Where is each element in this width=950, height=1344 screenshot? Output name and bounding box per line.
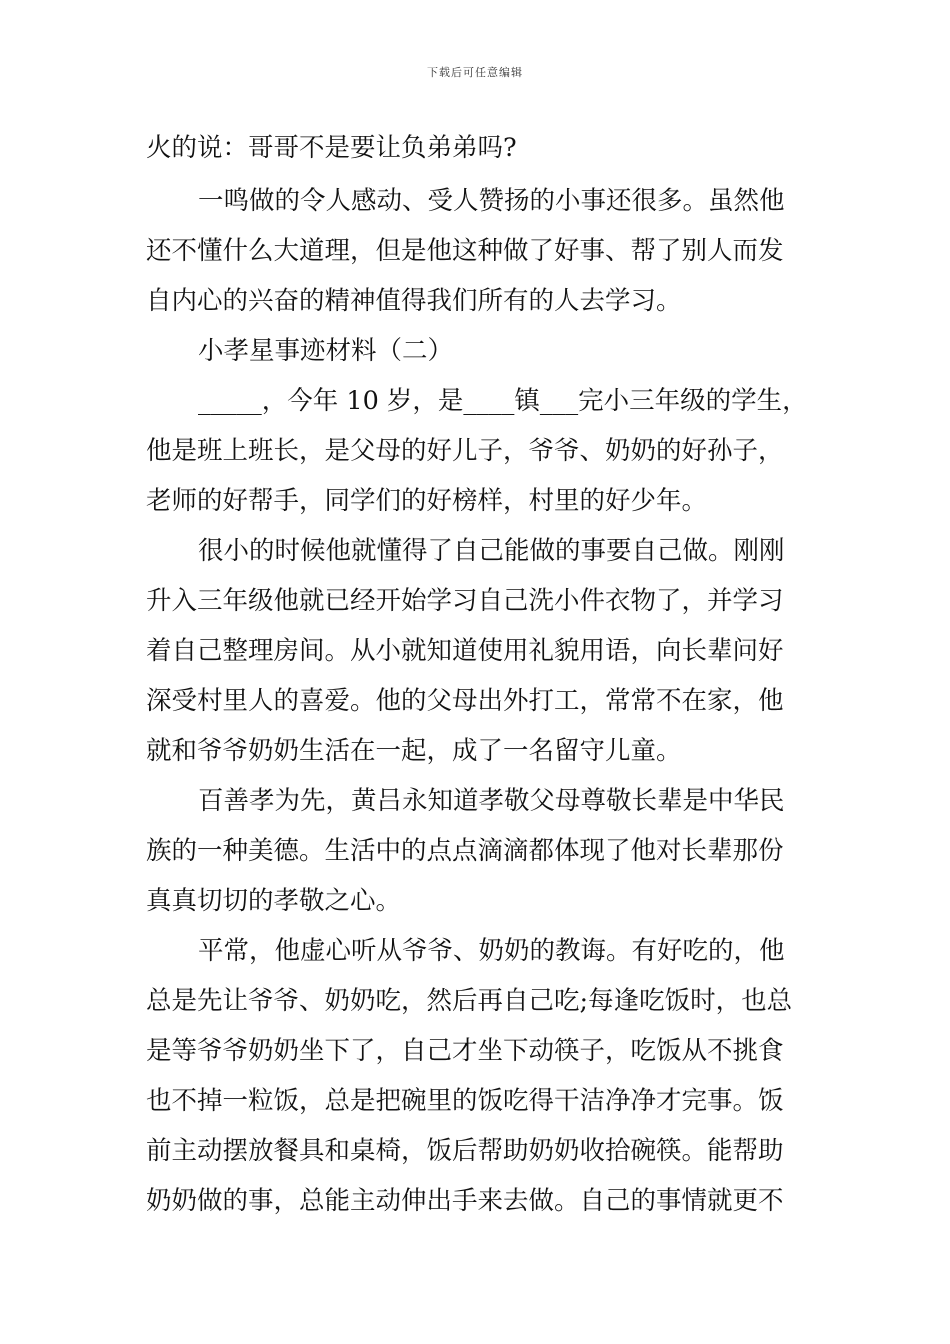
text-line: 奶奶做的事，总能主动伸出手来去做。自己的事情就更不 [146, 1186, 784, 1216]
text-line: 是等爷爷奶奶坐下了，自己才坐下动筷子，吃饭从不挑食 [146, 1036, 784, 1066]
text-line: 前主动摆放餐具和桌椅，饭后帮助奶奶收拾碗筷。能帮助 [146, 1136, 784, 1166]
section-title: 小孝星事迹材料（二） [198, 336, 454, 366]
text-line: _____，今年 10 岁，是____镇___完小三年级的学生， [198, 386, 808, 416]
text-line: 还不懂什么大道理，但是他这种做了好事、帮了别人而发 [146, 236, 784, 266]
text-line: 深受村里人的喜爱。他的父母出外打工，常常不在家，他 [146, 686, 784, 716]
text-line: 真真切切的孝敬之心。 [146, 886, 402, 916]
page-header: 下载后可任意编辑 [427, 66, 523, 79]
text-line: 也不掉一粒饭，总是把碗里的饭吃得干洁净净才完事。饭 [146, 1086, 784, 1116]
text-line: 着自己整理房间。从小就知道使用礼貌用语，向长辈问好 [146, 636, 784, 666]
text-line: 他是班上班长，是父母的好儿子，爷爷、奶奶的好孙子， [146, 436, 784, 466]
text-line: 总是先让爷爷、奶奶吃，然后再自己吃;每逢吃饭时，也总 [146, 986, 793, 1016]
text-line: 平常，他虚心听从爷爷、奶奶的教诲。有好吃的，他 [198, 936, 785, 966]
text-line: 火的说：哥哥不是要让负弟弟吗? [146, 133, 517, 163]
text-line: 老师的好帮手，同学们的好榜样，村里的好少年。 [146, 486, 708, 516]
text-line: 自内心的兴奋的精神值得我们所有的人去学习。 [146, 286, 682, 316]
text-line: 升入三年级他就已经开始学习自己洗小件衣物了，并学习 [146, 586, 784, 616]
text-line: 就和爷爷奶奶生活在一起，成了一名留守儿童。 [146, 736, 682, 766]
text-line: 百善孝为先，黄吕永知道孝敬父母尊敬长辈是中华民 [198, 786, 785, 816]
text-line: 族的一种美德。生活中的点点滴滴都体现了他对长辈那份 [146, 836, 784, 866]
text-line: 很小的时候他就懂得了自己能做的事要自己做。刚刚 [198, 536, 785, 566]
text-line: 一鸣做的令人感动、受人赞扬的小事还很多。虽然他 [198, 186, 785, 216]
